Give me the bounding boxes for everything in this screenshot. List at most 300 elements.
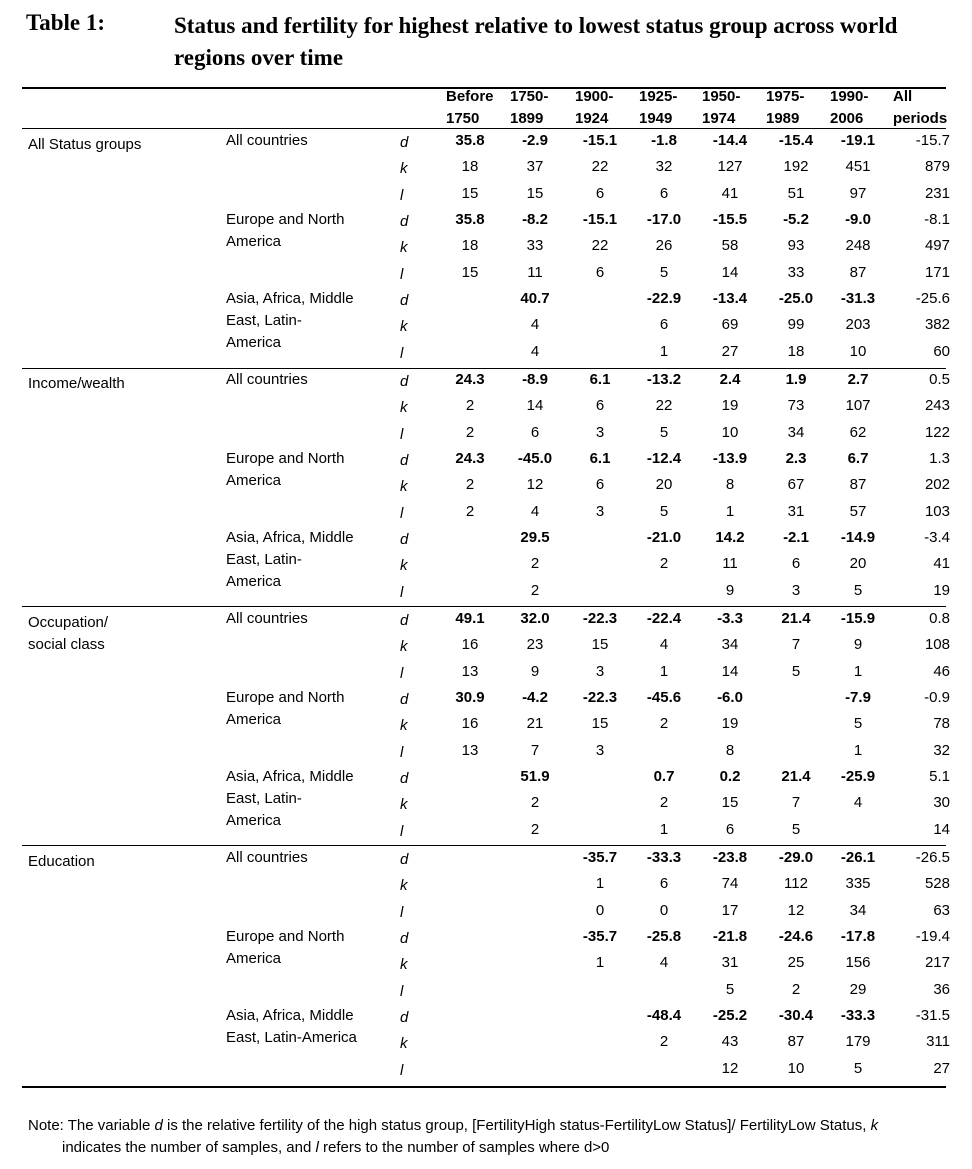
table-cell: 30 — [933, 794, 950, 812]
table-cell: -26.1 — [840, 849, 876, 866]
table-cell: 87 — [787, 1033, 805, 1051]
column-header: 1750 — [446, 110, 480, 127]
table-cell: -13.9 — [712, 450, 748, 467]
table-cell: 15 — [721, 794, 739, 812]
table-cell: 99 — [787, 316, 805, 334]
table-cell: 16 — [461, 715, 479, 733]
variable-label: k — [400, 638, 408, 656]
table-cell: -31.5 — [915, 1007, 950, 1024]
table-cell: 11 — [722, 555, 738, 573]
column-header: 1924 — [575, 110, 609, 127]
table-cell: 58 — [721, 237, 739, 255]
table-cell: 0 — [595, 901, 605, 919]
column-header: 1900- — [575, 88, 614, 105]
table-cell: 4 — [530, 502, 540, 520]
table-cell: 87 — [849, 476, 867, 494]
table-cell: -30.4 — [778, 1007, 814, 1024]
table-cell: -22.3 — [582, 689, 618, 706]
table-cell: -24.6 — [778, 928, 814, 945]
table-cell: 15 — [461, 184, 479, 202]
table-cell: 22 — [655, 397, 673, 415]
table-cell: -15.1 — [582, 132, 618, 149]
table-cell: 19 — [721, 715, 739, 733]
table-cell: 8 — [725, 476, 735, 494]
table-cell: 26 — [655, 237, 673, 255]
table-cell: 6 — [530, 423, 540, 441]
table-cell: 1 — [853, 662, 863, 680]
table-cell: 497 — [924, 237, 950, 255]
status-group-label: Occupation/ social class — [28, 614, 109, 653]
column-header: 1990- — [830, 88, 869, 105]
table-cell: 879 — [924, 158, 950, 176]
table-cell: 35.8 — [455, 211, 485, 228]
table-cell: -15.5 — [712, 211, 748, 228]
table-cell: 8 — [725, 741, 735, 759]
table-cell: -19.4 — [915, 928, 950, 945]
variable-label: l — [400, 583, 404, 601]
table-cell: 33 — [787, 263, 805, 281]
table-cell: 1 — [853, 741, 863, 759]
region-label: Europe and North America — [226, 450, 345, 489]
table-cell: 4 — [659, 636, 669, 654]
variable-label: k — [400, 478, 408, 496]
table-cell: -25.9 — [840, 768, 876, 785]
table-cell: -8.2 — [522, 211, 548, 228]
table-cell: 4 — [853, 794, 863, 812]
table-cell: 5 — [659, 263, 669, 281]
table-cell: -7.9 — [845, 689, 871, 706]
table-cell: 3 — [595, 662, 605, 680]
table-cell: 10 — [787, 1059, 805, 1077]
table-title: Status and fertility for highest relative to lowest status group across world regions over time — [174, 13, 898, 70]
table-cell: 2.4 — [719, 371, 741, 388]
column-header: periods — [893, 110, 948, 127]
status-group-label: Education — [28, 853, 95, 870]
column-header: Before — [446, 88, 494, 105]
table-cell: 62 — [849, 423, 867, 441]
table-cell: 69 — [721, 316, 739, 334]
table-cell: 12 — [721, 1059, 739, 1077]
table-note — [28, 1115, 958, 1159]
table-cell: -5.2 — [783, 211, 809, 228]
table-cell: 5 — [853, 715, 863, 733]
table-cell: 2 — [659, 794, 669, 812]
table-cell: 34 — [787, 423, 805, 441]
variable-label: k — [400, 1035, 408, 1053]
variable-label: d — [400, 292, 409, 309]
table-cell: 6 — [595, 184, 605, 202]
table-cell: 192 — [783, 158, 809, 176]
table-cell: 3 — [791, 581, 801, 599]
table-cell: 2 — [659, 715, 669, 733]
table-cell: 11 — [527, 263, 543, 281]
table-cell: 127 — [717, 158, 743, 176]
table-cell: -15.1 — [582, 211, 618, 228]
table-cell: -4.2 — [522, 689, 548, 706]
variable-label: d — [400, 452, 409, 469]
table-cell: 231 — [924, 184, 950, 202]
table-cell: 25 — [787, 954, 805, 972]
table-cell: 22 — [591, 158, 609, 176]
column-header: All — [893, 88, 913, 105]
region-label: Asia, Africa, Middle East, Latin-America — [226, 768, 354, 829]
region-label: Europe and North America — [226, 689, 345, 728]
table-cell: 6 — [595, 397, 605, 415]
variable-label: l — [400, 903, 404, 921]
table-cell: 14 — [526, 397, 544, 415]
variable-label: d — [400, 691, 409, 708]
table-cell: -2.1 — [783, 529, 809, 546]
table-cell: 2 — [530, 555, 540, 573]
table-cell: 6.1 — [589, 371, 611, 388]
note-line-2: indicates the number of samples, and l refers to the number of samples where d>0 — [62, 1139, 610, 1156]
variable-label: k — [400, 399, 408, 417]
table-cell: -31.3 — [840, 290, 876, 307]
table-cell: 35.8 — [455, 132, 485, 149]
table-title-label: Table 1: — [26, 10, 106, 35]
status-group-label: Income/wealth — [28, 375, 125, 392]
table-cell: -45.0 — [517, 450, 553, 467]
table-cell: -33.3 — [840, 1007, 876, 1024]
variable-label: l — [400, 982, 404, 1000]
table-cell: 451 — [845, 158, 871, 176]
region-label: Asia, Africa, Middle East, Latin-America — [226, 529, 354, 590]
column-header: 2006 — [830, 110, 864, 127]
table-cell: 23 — [526, 636, 544, 654]
variable-label: k — [400, 717, 408, 735]
table-cell: 122 — [924, 423, 950, 441]
table-cell: 2 — [530, 581, 540, 599]
table-cell: 248 — [845, 237, 871, 255]
table-cell: 382 — [924, 316, 950, 334]
table-cell: -17.0 — [646, 211, 682, 228]
table-cell: 30.9 — [455, 689, 485, 706]
table-cell: -8.1 — [924, 211, 950, 228]
table-cell: 21.4 — [781, 610, 811, 627]
variable-label: d — [400, 612, 409, 629]
table-cell: -25.0 — [778, 290, 814, 307]
table-cell: -3.4 — [924, 529, 950, 546]
variable-label: k — [400, 160, 408, 178]
table-cell: -1.8 — [651, 132, 677, 149]
table-cell: 13 — [461, 741, 479, 759]
variable-label: l — [400, 344, 404, 362]
table-cell: 37 — [526, 158, 544, 176]
table-cell: 3 — [595, 502, 605, 520]
table-cell: -26.5 — [915, 849, 950, 866]
column-header: 1975- — [766, 88, 805, 105]
table-cell: 2.3 — [785, 450, 807, 467]
variable-label: k — [400, 796, 408, 814]
table-cell: 9 — [530, 662, 540, 680]
table-cell: 1 — [725, 502, 735, 520]
variable-label: d — [400, 213, 409, 230]
table-cell: 15 — [526, 184, 544, 202]
column-header: 1989 — [766, 110, 800, 127]
table-cell: 4 — [530, 316, 540, 334]
table-cell: 14 — [721, 263, 739, 281]
table-cell: 6 — [595, 263, 605, 281]
table-cell: -22.4 — [646, 610, 682, 627]
table-cell: 6 — [659, 875, 669, 893]
table-cell: 63 — [933, 901, 950, 919]
table-cell: 12 — [526, 476, 544, 494]
table-cell: 7 — [791, 794, 801, 812]
table-cell: -25.2 — [712, 1007, 748, 1024]
table-cell: 6 — [659, 316, 669, 334]
table-cell: 73 — [787, 397, 805, 415]
table-cell: -2.9 — [522, 132, 548, 149]
table-cell: -9.0 — [845, 211, 871, 228]
table-cell: 20 — [849, 555, 867, 573]
table-cell: 6.7 — [847, 450, 869, 467]
region-label: Asia, Africa, Middle East, Latin-America — [226, 1007, 357, 1046]
table-cell: 15 — [461, 263, 479, 281]
table-cell: 1 — [659, 342, 669, 360]
variable-label: d — [400, 851, 409, 868]
table-cell: 1 — [595, 954, 605, 972]
table-cell: 2 — [465, 423, 475, 441]
table-cell: 5.1 — [929, 768, 950, 785]
table-cell: 22 — [591, 237, 609, 255]
table-cell: 60 — [933, 342, 950, 360]
table-cell: 93 — [787, 237, 805, 255]
table-cell: 31 — [721, 954, 739, 972]
table-cell: 32 — [933, 741, 950, 759]
table-cell: 57 — [849, 502, 867, 520]
variable-label: d — [400, 930, 409, 947]
table-cell: 32.0 — [520, 610, 550, 627]
table-cell: -35.7 — [582, 849, 618, 866]
table-cell: 5 — [659, 423, 669, 441]
table-cell: 31 — [787, 502, 805, 520]
table-cell: 14 — [721, 662, 739, 680]
table-cell: -22.9 — [646, 290, 682, 307]
table-cell: 12 — [787, 901, 805, 919]
table-cell: 0.8 — [929, 610, 950, 627]
variable-label: d — [400, 531, 409, 548]
table-cell: 4 — [530, 342, 540, 360]
table-cell: 5 — [853, 581, 863, 599]
region-label: All countries — [226, 610, 308, 627]
table-cell: -19.1 — [840, 132, 876, 149]
table-cell: 311 — [926, 1033, 950, 1051]
table-cell: 107 — [845, 397, 871, 415]
table-cell: -15.9 — [840, 610, 876, 627]
table-cell: 2 — [530, 794, 540, 812]
column-header: 1974 — [702, 110, 736, 127]
table-cell: -15.7 — [915, 132, 950, 149]
table-cell: 2 — [530, 820, 540, 838]
variable-label: k — [400, 239, 408, 257]
table-cell: -21.0 — [646, 529, 682, 546]
table-cell: 5 — [791, 820, 801, 838]
table-cell: 41 — [721, 184, 739, 202]
table-cell: -33.3 — [646, 849, 682, 866]
table-cell: 1.3 — [929, 450, 950, 467]
table-cell: 2 — [791, 980, 801, 998]
variable-label: d — [400, 134, 409, 151]
table-cell: 49.1 — [455, 610, 485, 627]
variable-label: l — [400, 265, 404, 283]
table-cell: 2 — [659, 555, 669, 573]
table-cell: 6 — [659, 184, 669, 202]
variable-label: l — [400, 822, 404, 840]
column-header: 1750- — [510, 88, 549, 105]
table-cell: 18 — [787, 342, 805, 360]
table-cell: 1 — [659, 820, 669, 838]
table-cell: 6 — [791, 555, 801, 573]
table-cell: 0.2 — [719, 768, 741, 785]
table-cell: 0.7 — [653, 768, 675, 785]
table-cell: 15 — [591, 715, 609, 733]
table-cell: 5 — [725, 980, 735, 998]
table-cell: 5 — [659, 502, 669, 520]
table-cell: -17.8 — [840, 928, 876, 945]
variable-label: l — [400, 425, 404, 443]
region-label: All countries — [226, 132, 308, 149]
table-cell: -6.0 — [717, 689, 743, 706]
table-cell: 41 — [933, 555, 950, 573]
region-label: Europe and North America — [226, 211, 345, 250]
table-cell: 19 — [721, 397, 739, 415]
table-cell: 74 — [721, 875, 739, 893]
table-cell: 5 — [791, 662, 801, 680]
variable-label: d — [400, 770, 409, 787]
table-cell: 18 — [461, 237, 479, 255]
variable-label: k — [400, 956, 408, 974]
table-cell: 15 — [591, 636, 609, 654]
table-cell: 51.9 — [520, 768, 550, 785]
table-cell: 40.7 — [520, 290, 550, 307]
region-label: All countries — [226, 849, 308, 866]
table-cell: -23.8 — [712, 849, 748, 866]
table-cell: -14.4 — [712, 132, 748, 149]
table-cell: 19 — [933, 581, 950, 599]
table-cell: 67 — [787, 476, 805, 494]
variable-label: k — [400, 318, 408, 336]
table-cell: 7 — [791, 636, 801, 654]
variable-label: l — [400, 1061, 404, 1079]
variable-label: l — [400, 664, 404, 682]
table-cell: 203 — [845, 316, 871, 334]
column-header: 1899 — [510, 110, 544, 127]
table-cell: 108 — [924, 636, 950, 654]
table-cell: 78 — [933, 715, 950, 733]
table-cell: 335 — [845, 875, 871, 893]
table-cell: -25.6 — [915, 290, 950, 307]
table-cell: 1 — [659, 662, 669, 680]
table-cell: 2 — [659, 1033, 669, 1051]
table-cell: 43 — [721, 1033, 739, 1051]
variable-label: l — [400, 504, 404, 522]
table-cell: -14.9 — [840, 529, 876, 546]
table-cell: 34 — [721, 636, 739, 654]
variable-label: k — [400, 877, 408, 895]
table-cell: 21 — [526, 715, 544, 733]
table-cell: 0.5 — [929, 371, 950, 388]
table-cell: 32 — [655, 158, 673, 176]
variable-label: l — [400, 743, 404, 761]
table-cell: 202 — [924, 476, 950, 494]
table-cell: 1 — [595, 875, 605, 893]
table-cell: -13.4 — [712, 290, 748, 307]
table-cell: 10 — [849, 342, 867, 360]
table-cell: 528 — [924, 875, 950, 893]
table-cell: 7 — [530, 741, 540, 759]
column-header: 1925- — [639, 88, 678, 105]
table-cell: 3 — [595, 741, 605, 759]
table-cell: -0.9 — [924, 689, 950, 706]
table-cell: 18 — [461, 158, 479, 176]
table-cell: 112 — [784, 875, 808, 893]
table-cell: 21.4 — [781, 768, 811, 785]
table-cell: 51 — [787, 184, 805, 202]
variable-label: d — [400, 373, 409, 390]
table-cell: 17 — [721, 901, 739, 919]
table-cell: 4 — [659, 954, 669, 972]
table-cell: 24.3 — [455, 371, 485, 388]
table-cell: -25.8 — [646, 928, 682, 945]
table-cell: 9 — [725, 581, 735, 599]
table-cell: 9 — [853, 636, 863, 654]
table-cell: 6.1 — [589, 450, 611, 467]
table-cell: 217 — [924, 954, 950, 972]
variable-label: d — [400, 1009, 409, 1026]
table-cell: 97 — [849, 184, 867, 202]
table-cell: -15.4 — [778, 132, 814, 149]
table-cell: 87 — [849, 263, 867, 281]
table-cell: 33 — [526, 237, 544, 255]
table-cell: 14.2 — [715, 529, 745, 546]
table-cell: 2 — [465, 397, 475, 415]
table-cell: -48.4 — [646, 1007, 682, 1024]
table-cell: 243 — [924, 397, 950, 415]
table-cell: 27 — [721, 342, 739, 360]
table-cell: -22.3 — [582, 610, 618, 627]
table-cell: -35.7 — [582, 928, 618, 945]
table-cell: 27 — [933, 1059, 950, 1077]
table-cell: -21.8 — [712, 928, 748, 945]
table-cell: 29 — [849, 980, 867, 998]
table-cell: -45.6 — [646, 689, 682, 706]
table-cell: 103 — [924, 502, 950, 520]
table-cell: -12.4 — [646, 450, 682, 467]
table-cell: 2 — [465, 476, 475, 494]
table-cell: 5 — [853, 1059, 863, 1077]
table-cell: 24.3 — [455, 450, 485, 467]
table-cell: 13 — [461, 662, 479, 680]
table-cell: 16 — [461, 636, 479, 654]
table-cell: -3.3 — [717, 610, 743, 627]
table-cell: 29.5 — [520, 529, 550, 546]
table-cell: 14 — [933, 820, 950, 838]
table-cell: 0 — [659, 901, 669, 919]
table-cell: 2.7 — [847, 371, 869, 388]
region-label: Asia, Africa, Middle East, Latin-America — [226, 290, 354, 351]
table-cell: 6 — [595, 476, 605, 494]
region-label: Europe and North America — [226, 928, 345, 967]
table-cell: 36 — [933, 980, 950, 998]
variable-label: l — [400, 186, 404, 204]
table-cell: -29.0 — [778, 849, 814, 866]
table-cell: 171 — [924, 263, 950, 281]
table-cell: 156 — [845, 954, 871, 972]
table-cell: 34 — [849, 901, 867, 919]
column-header: 1950- — [702, 88, 741, 105]
table-cell: 3 — [595, 423, 605, 441]
table-cell: 20 — [655, 476, 673, 494]
